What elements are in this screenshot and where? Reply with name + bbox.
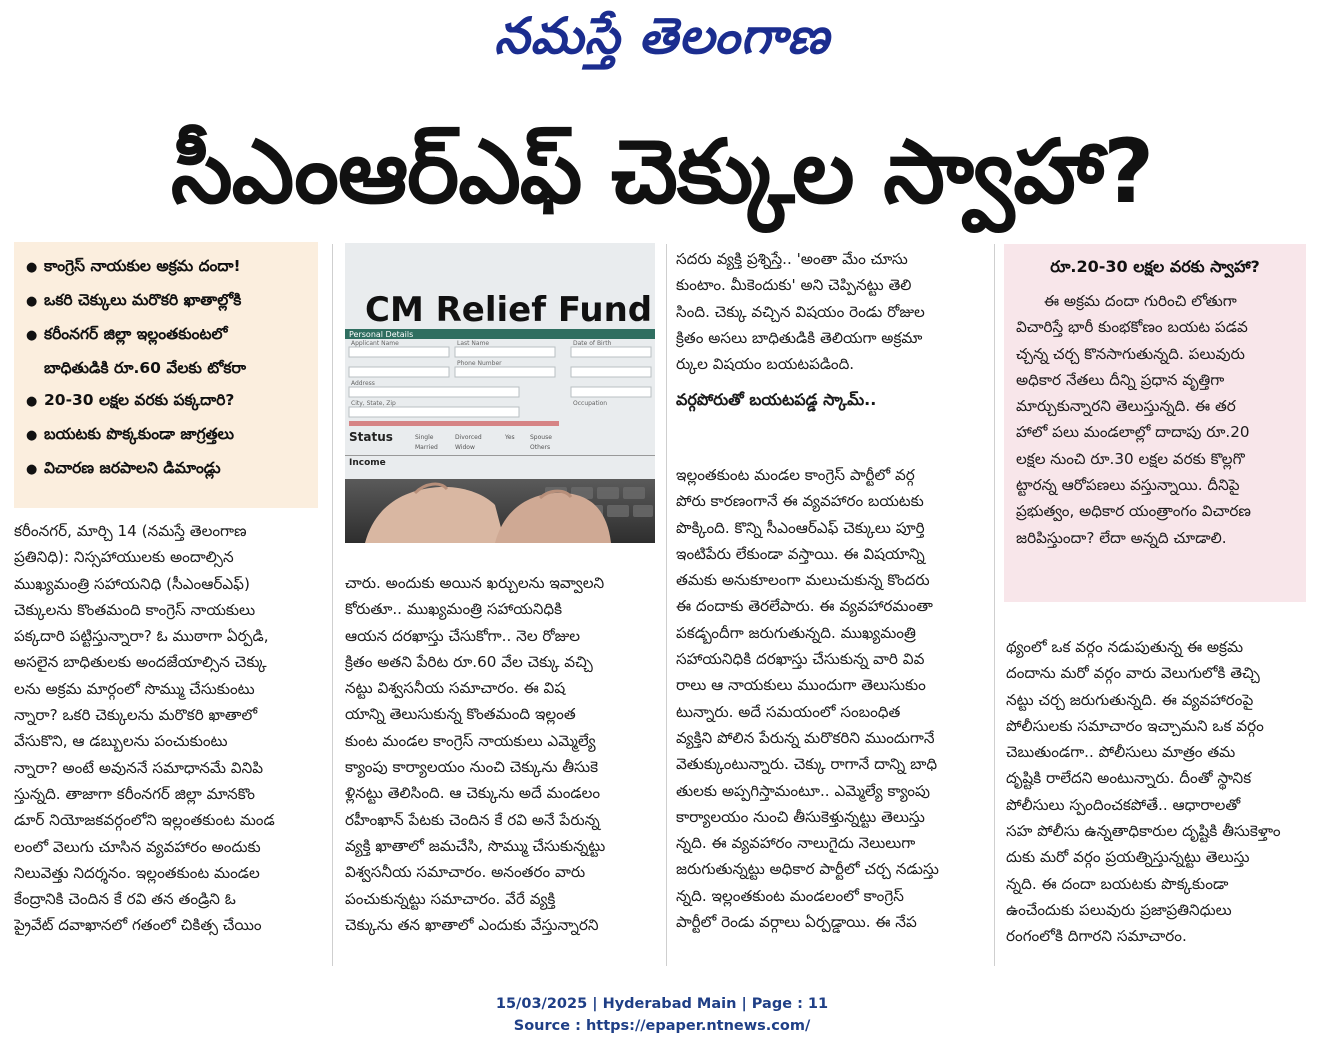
highlight-item: ● కాంగ్రెస్‌ నాయకుల అక్రమ దందా! <box>26 250 312 284</box>
article-line: ఉంచేందుకు పలువురు ప్రజాప్రతినిధులు <box>1006 900 1232 919</box>
article-line: ఈ దందాకు తెరలేపారు. ఈ వ్యవహారమంతా <box>676 597 933 616</box>
photo-field: Applicant Name <box>351 340 399 347</box>
article-line: చెక్కును తన ఖాతాలో ఎందుకు వేస్తున్నారని <box>345 915 599 934</box>
sidebar-box <box>1004 244 1306 602</box>
svg-text:Single: Single <box>415 434 434 441</box>
article-line: ళ్లినట్టు తెలిసింది. ఆ చెక్కును అదే మండలం <box>345 784 601 803</box>
article-column-4 <box>1006 634 1311 950</box>
article-line: థ్యంలో ఒక వర్గం నడుపుతున్న ఈ అక్రమ <box>1006 638 1244 656</box>
article-line: ప్రైవేట్‌ దవాఖానలో గతంలో చికిత్స చేయిం <box>14 916 262 935</box>
photo-status-label: Status <box>349 430 393 444</box>
sidebar-line: ఈ అక్రమ దందా గురించి లోతుగా <box>1044 292 1237 310</box>
highlight-item: ● బయటకు పొక్కకుండా జాగ్రత్తలు <box>26 418 312 452</box>
sidebar-line: హాలో పలు మండలాల్లో దాదాపు రూ.20 <box>1016 423 1250 442</box>
svg-text:Married: Married <box>415 444 438 451</box>
article-line: న్నది. ఇల్లంతకుంట మండలంలో కాంగ్రెస్‌ <box>676 886 904 905</box>
sidebar-line: మార్చుకున్నారని తెలుస్తున్నది. ఈ తర <box>1016 397 1236 416</box>
article-line: ఇంటిపేరు లేకుండా వస్తాయి. ఈ విషయాన్ని <box>676 544 925 563</box>
article-line: న్నారా? ఒకరి చెక్కులను మరొకరి ఖాతాలో <box>14 706 258 725</box>
article-line: అసలైన బాధితులకు అందజేయాల్సిన చెక్కు <box>14 653 267 672</box>
article-line: ఆయన దరఖాస్తు చేసుకోగా.. నెల రోజుల <box>345 626 581 645</box>
article-line: దందాను మరో వర్గం వారు వెలుగులోకి తెచ్చి <box>1006 664 1260 683</box>
article-line: చెక్కులను కొంతమంది కాంగ్రెస్‌ నాయకులు <box>14 600 256 619</box>
article-line: క్రితం అతని పేరిట రూ.60 వేల చెక్కు వచ్చి <box>345 652 593 671</box>
article-line: రాలు ఆ నాయకులు ముందుగా తెలుసుకుం <box>676 676 926 695</box>
sidebar-line: జరిపిస్తుందా? లేదా అన్నది చూడాలి. <box>1016 528 1227 547</box>
article-line: సహాయనిధికి దరఖాస్తు చేసుకున్న వారి వివ <box>676 650 925 669</box>
article-line: విశ్వసనీయ సమాచారం. అనంతరం వారు <box>345 863 586 882</box>
article-line: దుకు మరో వర్గం ప్రయత్నిస్తున్నట్టు తెలుస్తు <box>1006 848 1250 867</box>
photo-field: City, State, Zip <box>351 400 396 407</box>
article-line: స్తున్నది. తాజాగా కరీంనగర్‌ జిల్లా మానకొం <box>14 784 255 803</box>
article-line: ముఖ్యమంత్రి సహాయనిధి (సీఎంఆర్‌ఎఫ్‌) <box>14 574 250 593</box>
article-line: రంగంలోకి దిగారని సమాచారం. <box>1006 927 1187 946</box>
headline: సీఎంఆర్‌ఎఫ్‌ చెక్కుల స్వాహా? <box>170 120 1154 223</box>
photo-income-label: Income <box>349 458 386 468</box>
article-line: నిలువెత్తు నిదర్శనం. ఇల్లంతకుంట మండల <box>14 863 260 882</box>
article-line: లను అక్రమ మార్గంలో సొమ్ము చేసుకుంటు <box>14 679 255 698</box>
masthead <box>0 6 1324 78</box>
article-line: కోరుతూ.. ముఖ్యమంత్రి సహాయనిధికి <box>345 600 563 619</box>
sidebar-line: లక్షల నుంచి రూ.30 లక్షల వరకు కొల్లగొ <box>1016 449 1245 468</box>
article-line: పోరు కారణంగానే ఈ వ్యవహారం బయటకు <box>676 492 924 511</box>
article-line: పక్కదారి పట్టిస్తున్నారా? ఓ ముఠాగా ఏర్పడి, <box>14 627 269 646</box>
article-line: పోలీసులకు సమాచారం ఇచ్చామని ఒక వర్గం <box>1006 716 1264 735</box>
article-line: లంలో వెలుగు చూసిన వ్యవహారం అందుకు <box>14 837 261 856</box>
sidebar-line: విచారిస్తే భారీ కుంభకోణం బయట పడవ <box>1016 318 1248 337</box>
photo-title: CM Relief Fund <box>365 290 653 330</box>
article-column-3-top <box>676 246 981 415</box>
highlight-item: ● ఒకరి చెక్కులు మరొకరి ఖాతాల్లోకి <box>26 284 312 318</box>
svg-text:Others: Others <box>530 444 551 451</box>
article-line: కేంద్రానికి చెందిన కే రవి తన తండ్రిని ఓ <box>14 890 236 909</box>
bullet-icon: ● <box>26 294 38 309</box>
article-line: న్నది. ఈ దందా బయటకు పొక్కకుండా <box>1006 874 1229 893</box>
masthead-logo-text: నమస్తే తెలంగాణ <box>494 6 830 65</box>
article-line: చారు. అందుకు అయిన ఖర్చులను ఇవ్వాలని <box>345 574 605 592</box>
article-line: కార్యాలయం నుంచి తీసుకెళ్తున్నట్టు తెలుస్తు <box>676 807 925 826</box>
article-column-1 <box>14 518 319 939</box>
svg-text:Widow: Widow <box>455 444 475 451</box>
highlights-box <box>14 242 318 508</box>
article-line: సదరు వ్యక్తి ప్రశ్నిస్తే.. 'అంతా మేం చూసు <box>676 250 908 268</box>
sidebar-line: ప్రభుత్వం, అధికార యంత్రాంగం విచారణ <box>1016 502 1251 521</box>
highlight-item: ● విచారణ జరపాలని డిమాండ్లు <box>26 452 312 486</box>
article-line: జరుగుతున్నట్టు అధికార పార్టీలో చర్చ నడుస్తు <box>676 860 939 879</box>
highlight-item: ● కరీంనగర్‌ జిల్లా ఇల్లంతకుంటలో బాధితుడికి రూ.60 వేలకు టోకరా <box>26 318 312 384</box>
article-line: క్రితం అసలు బాధితుడికి తెలియగా అక్రమా <box>676 328 923 347</box>
photo-field: Last Name <box>457 340 490 347</box>
footer-date-line: 15/03/2025 | Hyderabad Main | Page : 11 <box>495 996 829 1012</box>
bullet-icon: ● <box>26 394 38 409</box>
article-line: పార్టీలో రెండు వర్గాలు ఏర్పడ్డాయి. ఈ నేప <box>676 913 917 932</box>
column-divider <box>332 244 333 966</box>
article-line: తమకు అనుకూలంగా మలుచుకున్న కొందరు <box>676 571 930 590</box>
svg-text:Divorced: Divorced <box>455 434 482 441</box>
article-line: వ్యక్తిని పోలిన పేరున్న మరొకరిని ముందుగానే <box>676 728 935 747</box>
article-line: డూర్‌ నియోజకవర్గంలోని ఇల్లంతకుంట మండ <box>14 811 275 830</box>
bullet-icon: ● <box>26 462 38 477</box>
article-line: సహ పోలీసు ఉన్నతాధికారుల దృష్టికి తీసుకెళ్తాం <box>1006 822 1281 841</box>
photo-section: Personal Details <box>349 330 414 339</box>
article-line: నట్టు విశ్వసనీయ సమాచారం. ఈ విష <box>345 679 566 698</box>
article-line: కుంటాం. మీకెందుకు' అని చెప్పినట్టు తెలి <box>676 276 912 295</box>
article-line: యాన్ని తెలుసుకున్న కొంతమంది ఇల్లంత <box>345 705 576 724</box>
article-line: టున్నారు. అదే సమయంలో సంబంధిత <box>676 702 901 721</box>
article-line: నట్టు చర్చ జరుగుతున్నది. ఈ వ్యవహారంపై <box>1006 690 1254 709</box>
bullet-icon: ● <box>26 428 38 443</box>
sidebar-line: చ్చన్న చర్చ కొనసాగుతున్నది. పలువురు <box>1016 344 1245 363</box>
article-line: పకడ్బందీగా జరుగుతున్నది. ముఖ్యమంత్రి <box>676 623 916 642</box>
article-line: వెతుక్కుంటున్నారు. చెక్కు రాగానే దాన్ని బాధి <box>676 755 938 774</box>
article-column-2 <box>345 570 657 938</box>
article-line: ర్కుల విషయం బయటపడింది. <box>676 355 855 374</box>
article-line: దృష్టికి రాలేదని అంటున్నారు. దీంతో స్థానిక <box>1006 769 1252 788</box>
article-line: కరీంనగర్‌, మార్చి 14 (నమస్తే తెలంగాణ <box>14 522 247 540</box>
laptop-form-illustration <box>345 243 655 543</box>
article-column-3 <box>676 462 981 935</box>
column-divider <box>666 244 667 966</box>
article-line: తులకు అప్పగిస్తామంటూ.. ఎమ్మెల్యే క్యాంపు <box>676 781 931 800</box>
sidebar-line: అధికార నేతలు దీన్ని ప్రధాన వృత్తిగా <box>1016 370 1225 389</box>
photo-field: Phone Number <box>457 360 502 367</box>
sidebar-box-title: రూ.20-30 లక్షల వరకు స్వాహా? <box>1050 257 1260 276</box>
article-line: న్నది. ఈ వ్యవహారం నాలుగైదు నెలులుగా <box>676 834 916 853</box>
article-line: ప్రతినిధి): నిస్సహాయులకు అందాల్సిన <box>14 548 234 567</box>
article-line: పొక్కింది. కొన్ని సీఎంఆర్‌ఎఫ్‌ చెక్కులు పూర్తి <box>676 518 925 537</box>
footer-source-line[interactable]: Source : https://epaper.ntnews.com/ <box>513 1018 811 1034</box>
article-line: వ్యక్తి ఖాతాలో జమచేసి, సొమ్ము చేసుకున్నట్టు <box>345 836 606 855</box>
bullet-icon: ● <box>26 328 38 343</box>
article-line: వేసుకొని, ఆ డబ్బులను పంచుకుంటు <box>14 732 228 751</box>
article-line: న్నారా? అంటే అవుననే సమాధానమే వినిపి <box>14 758 264 777</box>
article-line: సింది. చెక్కు వచ్చిన విషయం రెండు రోజుల <box>676 302 925 321</box>
highlight-item: ● 20-30 లక్షల వరకు పక్కదారి? <box>26 384 312 418</box>
article-line: చెబుతుండగా.. పోలీసులు మాత్రం తమ <box>1006 743 1236 762</box>
article-line: క్యాంపు కార్యాలయం నుంచి చెక్కును తీసుకె <box>345 758 599 777</box>
article-line: రహీంఖాన్‌ పేటకు చెందిన కే రవి అనే పేరున్న <box>345 810 600 829</box>
subheading: వర్గపోరుతో బయటపడ్డ స్కామ్‌.. <box>676 390 877 410</box>
photo-field: Occupation <box>573 400 608 407</box>
column-divider <box>994 244 995 966</box>
photo-field: Date of Birth <box>573 340 612 347</box>
article-line: పోలీసులు స్పందించకపోతే.. ఆధారాలతో <box>1006 795 1241 814</box>
cm-relief-fund-photo <box>345 243 655 543</box>
bullet-icon: ● <box>26 260 38 275</box>
article-line: కుంట మండల కాంగ్రెస్‌ నాయకులు ఎమ్మెల్యే <box>345 731 596 750</box>
article-line: పంచుకున్నట్టు సమాచారం. వేరే వ్యక్తి <box>345 889 556 908</box>
svg-text:Spouse: Spouse <box>530 434 552 441</box>
photo-field: Address <box>351 380 375 387</box>
sidebar-line: ట్టారన్న ఆరోపణలు వస్తున్నాయి. దీనిపై <box>1016 476 1240 495</box>
svg-text:Yes: Yes <box>505 434 515 441</box>
article-line: ఇల్లంతకుంట మండల కాంగ్రెస్‌ పార్టీలో వర్గ <box>676 466 915 484</box>
